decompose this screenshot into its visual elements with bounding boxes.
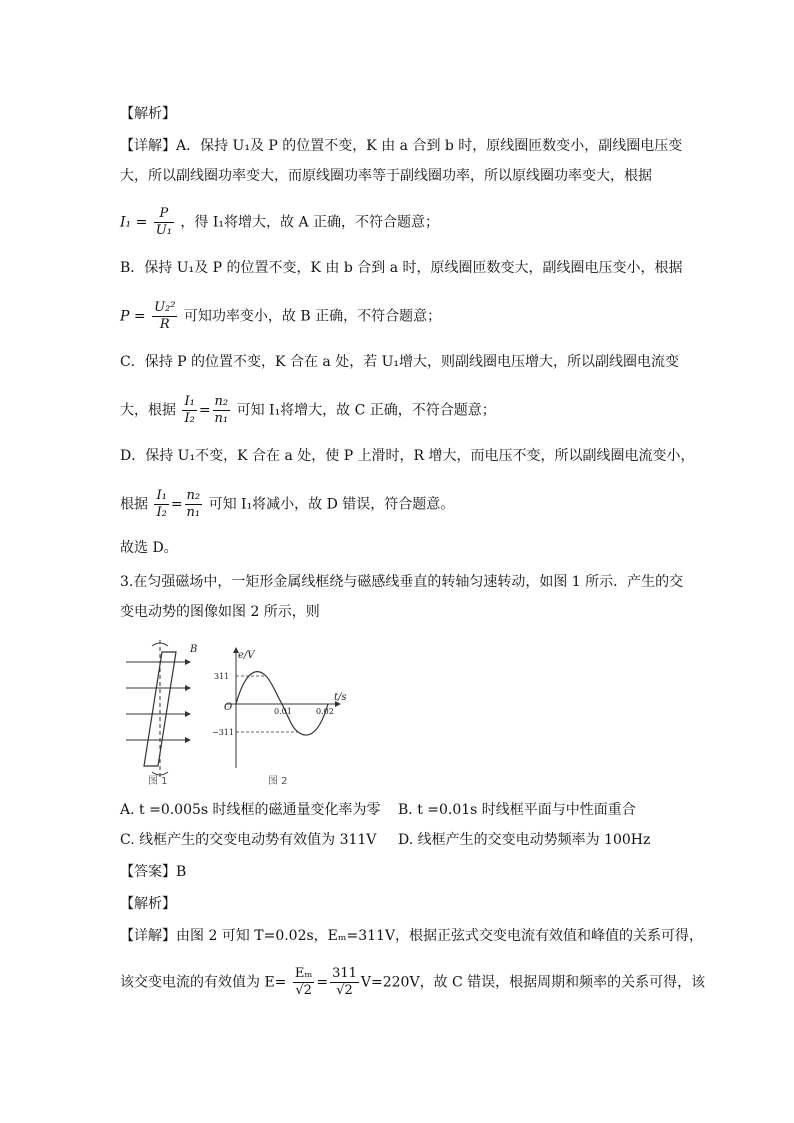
y-axis-label: e/V — [238, 650, 255, 661]
detail-a-line-1: 【详解】A．保持 U₁及 P 的位置不变，K 由 a 合到 b 时，原线圈匝数变小，副线圈电压变 — [120, 138, 683, 154]
detail-d-line-1: D．保持 U₁不变，K 合在 a 处，使 P 上滑时，R 增大，而电压不变，所以副线圈电流变小， — [120, 448, 695, 464]
option-a: A. t =0.005s 时线框的磁通量变化率为零 — [120, 802, 381, 818]
conclusion: 故选 D。 — [120, 540, 178, 556]
question-3-line-1: 3.在匀强磁场中，一矩形金属线框绕与磁感线垂直的转轴匀速转动，如图 1 所示．产生的交 — [120, 574, 684, 590]
figure-2-emf-curve — [236, 672, 328, 735]
detail2-line-1: 【详解】由图 2 可知 T=0.02s，Eₘ=311V，根据正弦式交变电流有效值和峰值的关系可得， — [120, 928, 704, 944]
fraction-n2-over-n1: $\frac{\text{n₂}}{\text{n₁}}$ — [186, 488, 201, 520]
answer-line: 【答案】B — [120, 864, 187, 880]
option-d: D. 线框产生的交变电动势频率为 100Hz — [398, 832, 651, 848]
tick-0-01: 0.01 — [274, 707, 292, 716]
question-3-line-2: 变电动势的图像如图 2 所示，则 — [120, 604, 320, 620]
analysis-heading: 【解析】 — [120, 106, 176, 122]
question-3-figure — [118, 638, 358, 786]
tick-0-02: 0.02 — [316, 707, 334, 716]
detail-d-line-2: 根据 $\frac{\text{I₁}}{\text{I₂}}$ = $\frac{\text{n₂}}{\text{n₁}}$ 可知 I₁将减小，故 D 错误，符合题意。 — [120, 488, 455, 520]
detail-c-line-1: C．保持 P 的位置不变，K 合在 a 处，若 U₁增大，则副线圈电压增大，所以副线圈电流变 — [120, 354, 680, 370]
option-b: B. t =0.01s 时线框平面与中性面重合 — [398, 802, 636, 818]
tick-311: 311 — [214, 672, 230, 681]
detail-a-line-2: 大，所以副线圈功率变大，而原线圈功率等于副线圈功率，所以原线圈功率变大，根据 — [120, 168, 652, 184]
x-axis-label: t/s — [334, 692, 347, 703]
detail-b-line-2: P = $\frac{\text{U₂²}}{R}$ 可知功率变小，故 B 正确，不符合题意； — [120, 300, 442, 332]
formula-lhs: I₁ = — [120, 214, 148, 231]
detail-c-line-2: 大，根据 $\frac{\text{I₁}}{\text{I₂}}$ = $\frac{\text{n₂}}{\text{n₁}}$ 可知 I₁将增大，故 C 正确，不符合题意； — [120, 394, 496, 426]
detail-a-line-3 — [120, 206, 439, 239]
figure-2-caption: 图 2 — [268, 776, 288, 786]
tick-neg-311: −311 — [212, 728, 234, 737]
option-c: C. 线框产生的交变电动势有效值为 311V — [120, 832, 377, 848]
formula-tail: ，得 I₁将增大，故 A 正确，不符合题意； — [180, 214, 440, 231]
detail2-line-2: 该交变电流的有效值为 E= $\frac{\text{Eₘ}}{√2}$ = $\frac{311}{√2}$ V=220V，故 C 错误，根据周期和频率的关系可得，该 — [120, 966, 706, 998]
fraction-p-over-u1: $\frac{P}{\text{U₁}}$ — [155, 206, 172, 238]
fraction-n2-over-n1: $\frac{\text{n₂}}{\text{n₁}}$ — [214, 394, 229, 426]
origin-label: O — [224, 702, 233, 713]
fraction-em-over-root2: $\frac{\text{Eₘ}}{√2}$ — [294, 966, 313, 998]
fraction-i1-over-i2: $\frac{\text{I₁}}{\text{I₂}}$ — [184, 394, 195, 426]
rotation-arrow-icon — [152, 643, 168, 646]
fraction-311-over-root2: $\frac{311}{√2}$ — [332, 966, 357, 998]
figure-1-caption: 图 1 — [148, 776, 168, 786]
fraction-u2sq-over-r: $\frac{\text{U₂²}}{R}$ — [154, 300, 176, 332]
detail-b-line-1: B．保持 U₁及 P 的位置不变，K 由 b 合到 a 时，原线圈匝数变大，副线圈电压变小，根据 — [120, 260, 683, 276]
magnetic-field-label: B — [190, 644, 198, 655]
fraction-i1-over-i2: $\frac{\text{I₁}}{\text{I₂}}$ — [156, 488, 167, 520]
analysis-heading-2: 【解析】 — [120, 896, 176, 912]
